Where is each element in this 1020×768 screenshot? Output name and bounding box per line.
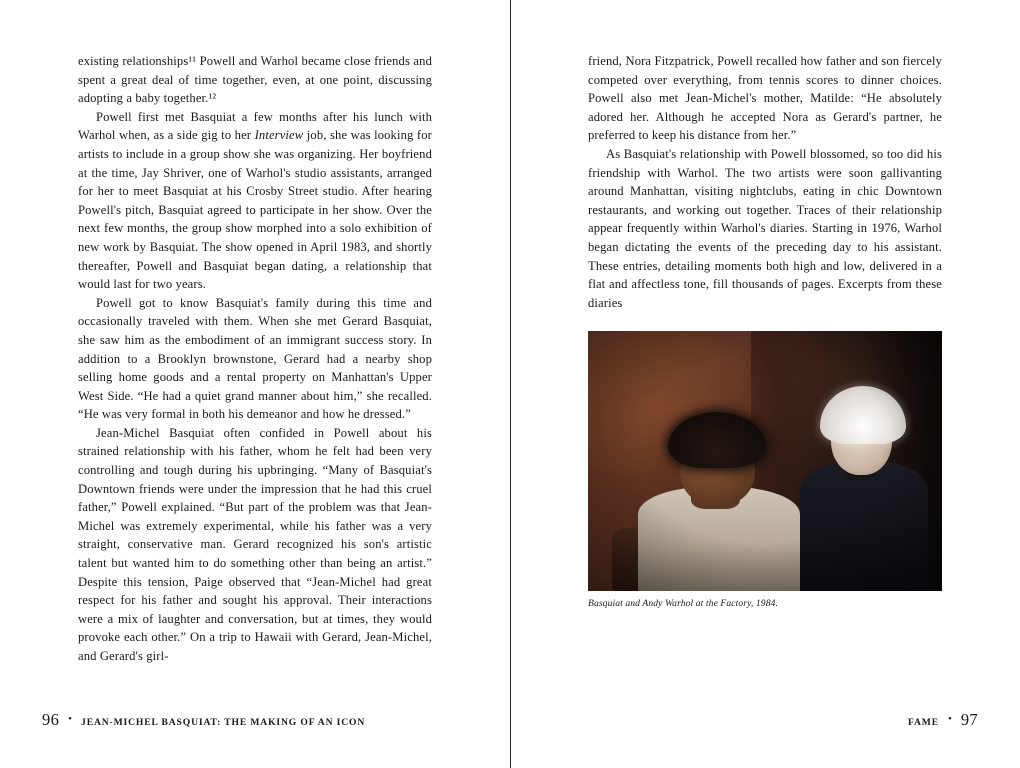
left-page-text-column — [78, 52, 432, 666]
paragraph — [78, 294, 432, 424]
paragraph — [588, 145, 942, 312]
figure — [588, 331, 942, 609]
running-head: JEAN-MICHEL BASQUIAT: THE MAKING OF AN ICON — [81, 717, 366, 728]
photo-vignette — [588, 331, 942, 591]
paragraph — [78, 52, 432, 108]
page-number: 97 — [960, 710, 978, 729]
left-page-folio — [42, 710, 365, 730]
paragraph — [78, 424, 432, 666]
paragraph-text: Powell first met Basquiat a few months after his lunch with Warhol when, as a side gig to her Interview job, she was looking for artists to include in a group show she was organizing. Her boyfriend at the time, Jay Shriver, one of Warhol's studio assistants, arranged for her to meet Basquiat at his Crosby Street studio. After hearing Powell's pitch, Basquiat agreed to participate in her show. Over the next few months, the group show morphed into a solo exhibition of new work by Basquiat. The show opened in April 1983, and shortly thereafter, Powell and Basquiat began dating, a relationship that would last for two years. — [78, 109, 432, 292]
paragraph-text: friend, Nora Fitzpatrick, Powell recalled how father and son fiercely competed over everything, from tennis scores to dinner choices. Powell also met Jean-Michel's mother, Matilde: “He absolutely adored her. Although he accepted Nora as Gerard's partner, he preferred to keep his distance from her.” — [588, 54, 942, 143]
figure-caption: Basquiat and Andy Warhol at the Factory, 1984. — [588, 598, 778, 610]
running-head: FAME — [907, 717, 939, 728]
paragraph — [78, 108, 432, 294]
paragraph-text: existing relationships¹¹ Powell and Warhol became close friends and spent a great deal of time together, even, at one point, discussing adopting a baby together.¹² — [78, 54, 432, 106]
folio-separator-dot: • — [947, 713, 952, 725]
right-page-folio — [908, 710, 978, 730]
right-page — [510, 0, 1020, 768]
paragraph-text: Jean-Michel Basquiat often confided in Powell about his strained relationship with his father, whom he felt had been very controlling and tough during his upbringing. “Many of Basquiat's Downtown friends were under the impression that he had this cruel father,” Powell explained. “But part of the problem was that Jean-Michel was extremely experimental, while his father was a very straight, conservative man. Gerard recognized his son's artistic talent but wanted him to do something other than being an artist.” Despite this tension, Paige observed that “Jean-Michel had great respect for his father and sought his approval. Their interactions were a mix of laughter and conversation, but at times, they would provoke each other.” On a trip to Hawaii with Gerard, Jean-Michel, and Gerard's girl- — [78, 425, 432, 663]
right-page-text-column — [588, 52, 942, 609]
folio-separator-dot: • — [68, 713, 73, 725]
paragraph-text: As Basquiat's relationship with Powell blossomed, so too did his friendship with Warhol. The two artists were soon gallivanting around Manhattan, visiting nightclubs, eating in chic Downtown restaurants, and working out together. Traces of their relationship appear frequently within Warhol's diaries. Starting in 1976, Warhol began dictating the events of the preceding day to his assistant. These entries, detailing moments both high and low, delivered in a flat and affectless tone, fill thousands of pages. Excerpts from these diaries — [588, 146, 942, 310]
photograph-basquiat-and-warhol — [588, 331, 942, 591]
page-number: 96 — [42, 710, 60, 729]
paragraph — [588, 52, 942, 145]
paragraph-text: Powell got to know Basquiat's family during this time and occasionally traveled with them. When she met Gerard Basquiat, she saw him as the embodiment of an immigrant success story. In addition to a Brooklyn brownstone, Gerard had a nearby shop selling home goods and a rental property on Manhattan's Upper West Side. “He had a quiet grand manner about him,” she recalled. “He was very formal in both his demeanor and how he dressed.” — [78, 295, 432, 422]
